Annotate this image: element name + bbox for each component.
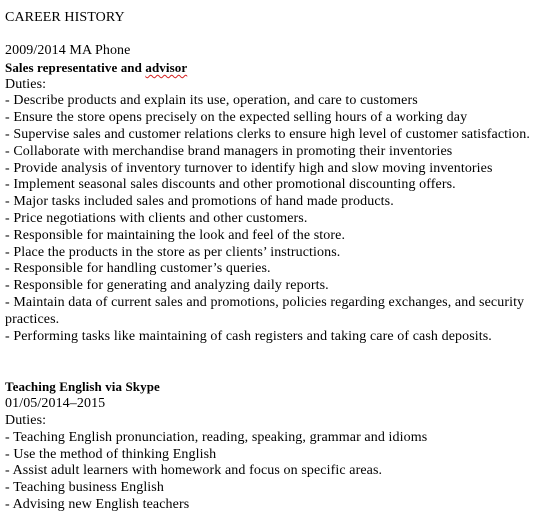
job-period: 2009/2014 MA Phone [5, 43, 131, 58]
duty-item: - Performing tasks like maintaining of cash registers and taking care of cash deposits. [5, 328, 492, 344]
duties-list [5, 93, 555, 345]
duty-item: - Collaborate with merchandise brand managers in promoting their inventories [5, 143, 453, 159]
duty-item: - Teaching English pronunciation, reading, speaking, grammar and idioms [5, 429, 428, 445]
duty-item: - Ensure the store opens precisely on the expected selling hours of a working day [5, 110, 468, 126]
duty-item: - Price negotiations with clients and other customers. [5, 210, 308, 226]
job-entry-teaching-english [5, 379, 555, 513]
duty-item: - Responsible for maintaining the look and feel of the store. [5, 227, 346, 243]
job-title-text: Sales representative and [5, 59, 142, 75]
spacer [5, 345, 555, 379]
duty-item: - Supervise sales and customer relations clerks to ensure high level of customer satisfaction. [5, 126, 530, 142]
duties-label: Duties: [5, 76, 47, 92]
duty-item: - Responsible for generating and analyzing daily reports. [5, 278, 329, 294]
spellcheck-flagged-word: advisor [145, 59, 188, 75]
duty-item: - Use the method of thinking English [5, 446, 217, 462]
duty-item: - Major tasks included sales and promotions of hand made products. [5, 194, 394, 210]
duty-item: - Provide analysis of inventory turnover to identify high and slow moving inventories [5, 160, 493, 176]
duty-item: - Teaching business English [5, 480, 164, 496]
job-period: 01/05/2014–2015 [5, 396, 106, 412]
career-history-heading: CAREER HISTORY [5, 10, 125, 25]
job-title [5, 60, 555, 77]
duty-item: - Describe products and explain its use, operation, and care to customers [5, 93, 418, 109]
duty-item: - Maintain data of current sales and promotions, policies regarding exchanges, and security practices. [5, 294, 525, 327]
duty-item: - Implement seasonal sales discounts and other promotional discounting offers. [5, 177, 456, 193]
duty-item: - Place the products in the store as per clients’ instructions. [5, 244, 341, 260]
job-entry-ma-phone [5, 43, 555, 345]
duties-label: Duties: [5, 412, 47, 428]
job-title: Teaching English via Skype [5, 379, 160, 395]
spacer [5, 27, 555, 43]
duty-item: - Advising new English teachers [5, 496, 190, 512]
duty-item: - Assist adult learners with homework and focus on specific areas. [5, 463, 383, 479]
duties-list [5, 430, 555, 514]
duty-item: - Responsible for handling customer’s queries. [5, 261, 271, 277]
